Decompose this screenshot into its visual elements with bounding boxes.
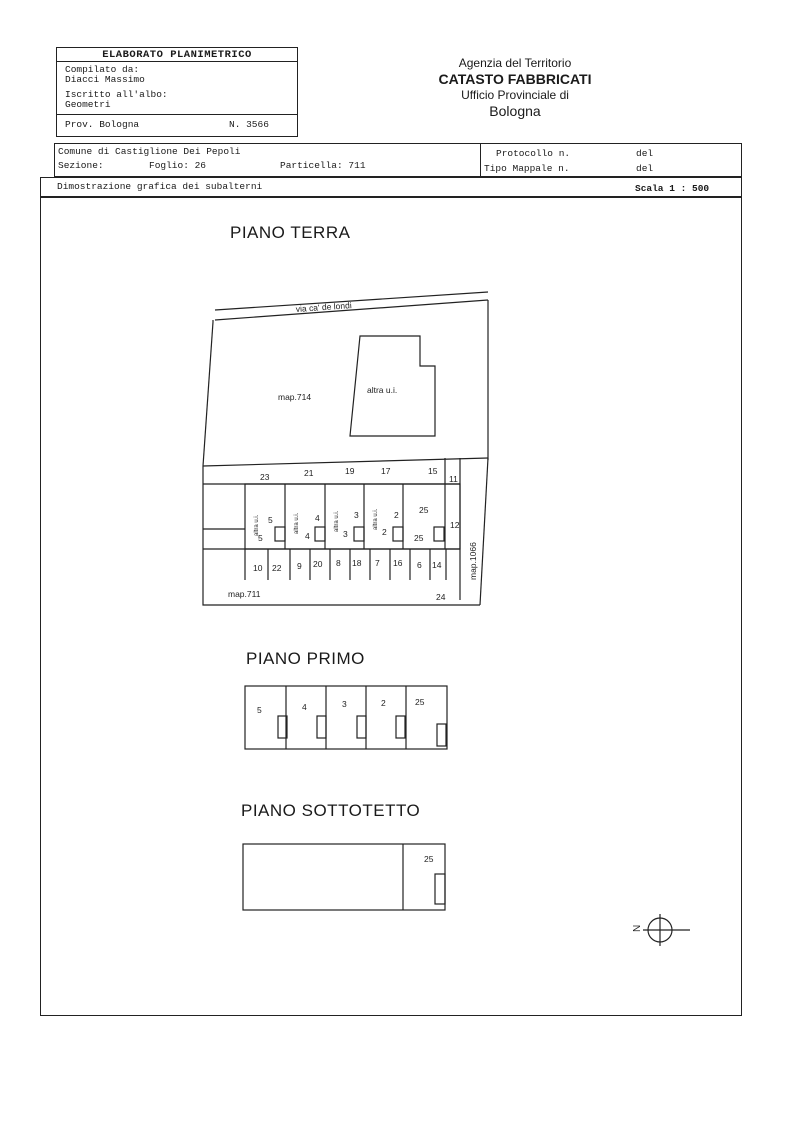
map1066-label: map.1066 [468,542,478,580]
comune: Comune di Castiglione Dei Pepoli [58,146,241,157]
tipo-del: del [636,163,654,174]
tipo-mappale: Tipo Mappale n. [484,163,570,174]
protocollo: Protocollo n. [496,148,571,159]
unit-label-6: 12 [450,520,460,530]
dimostrazione: Dimostrazione grafica dei subalterni [57,181,263,192]
registered-label: Iscritto all'albo: [65,89,168,100]
compiled-label: Compilato da: [65,64,140,75]
side-altra-1: altra u.i. [254,514,260,536]
agency-name: Agenzia del Territorio [458,56,572,70]
altra-ui-label: altra u.i. [367,385,398,395]
registered-value: Geometri [65,99,111,110]
unit-label-low-5: 25 [414,533,424,543]
bottom-num-2: 22 [272,563,282,573]
north-label: N [632,924,643,932]
particella: Particella: 711 [280,160,366,171]
top-num-4: 17 [381,466,391,476]
scale: Scala 1 : 500 [635,183,710,194]
primo-unit-4: 2 [381,698,386,708]
bottom-num-10: 14 [432,560,442,570]
piano-terra-title: PIANO TERRA [230,223,351,242]
bottom-num-5: 8 [336,558,341,568]
unit-label-3: 3 [354,510,359,520]
bottom-num-9: 6 [417,560,422,570]
bottom-num-7: 7 [375,558,380,568]
unit-label-low-2: 4 [305,531,310,541]
office-label: Ufficio Provinciale di [461,88,569,102]
compiled-name: Diacci Massimo [65,74,145,85]
top-num-1: 23 [260,472,270,482]
bottom-num-1: 10 [253,563,263,573]
sezione: Sezione: [58,160,104,171]
protocollo-del: del [636,148,654,159]
top-num-2: 21 [304,468,314,478]
unit-label-4: 2 [394,510,399,520]
bottom-num-6: 18 [352,558,362,568]
province: Prov. Bologna [65,119,140,130]
unit-label-low-3: 3 [343,529,348,539]
unit-label-2: 4 [315,513,320,523]
document-title: ELABORATO PLANIMETRICO [57,49,297,62]
registration-number: N. 3566 [229,119,269,130]
map711-label: map.711 [228,589,261,599]
side-altra-2: altra u.i. [294,512,300,534]
top-num-3: 19 [345,466,355,476]
top-num-5: 15 [428,466,438,476]
piano-primo-title: PIANO PRIMO [246,649,365,668]
bottom-num-3: 9 [297,561,302,571]
primo-unit-2: 4 [302,702,307,712]
bottom-num-4: 20 [313,559,323,569]
side-altra-3: altra u.i. [334,510,340,532]
primo-unit-1: 5 [257,705,262,715]
map714-label: map.714 [278,392,312,402]
side-altra-4: altra u.i. [373,508,379,530]
unit-label-1: 5 [268,515,273,525]
extra-24: 24 [436,592,446,602]
unit-label-low-4: 2 [382,527,387,537]
sottotetto-unit: 25 [424,854,434,864]
unit-label-low-1: 5 [258,533,263,543]
catasto-title: CATASTO FABBRICATI [438,71,592,87]
primo-unit-3: 3 [342,699,347,709]
street-label: via ca' de londi [295,300,352,314]
top-num-6: 11 [449,474,458,484]
foglio: Foglio: 26 [149,160,207,171]
primo-unit-5: 25 [415,697,425,707]
office-city: Bologna [489,103,541,119]
unit-label-5: 25 [419,505,429,515]
bottom-num-8: 16 [393,558,403,568]
piano-sottotetto-title: PIANO SOTTOTETTO [241,801,421,820]
